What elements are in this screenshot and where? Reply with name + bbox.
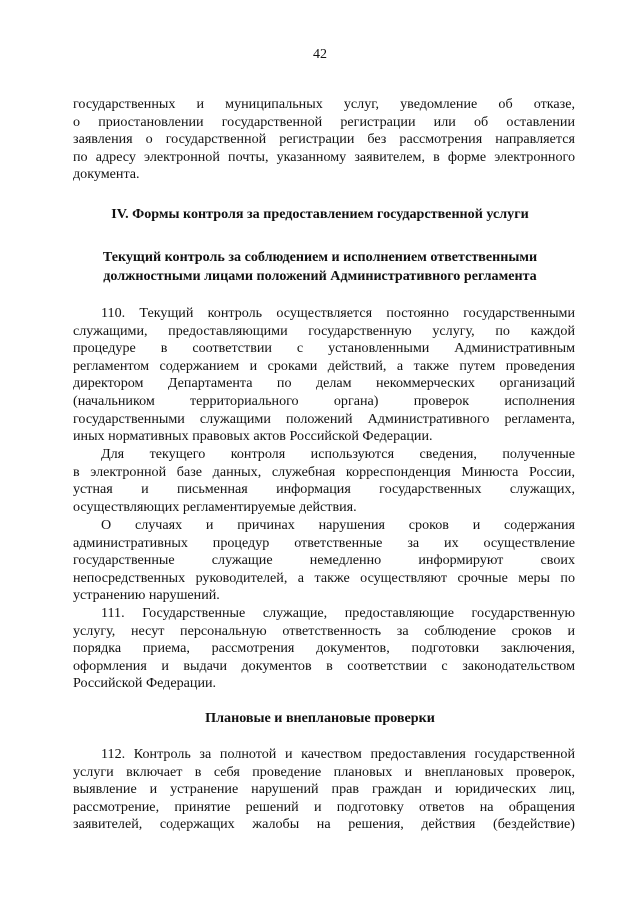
paragraph-112 [73, 746, 575, 834]
text-line: документа. [73, 166, 140, 183]
text-line: государственные служащие немедленно информируют своих [73, 552, 575, 569]
paragraph-control-sources [73, 446, 575, 516]
text-line: рассмотрение, принятие решений и подготовку ответов на обращения [73, 798, 575, 815]
paragraph-110 [73, 305, 575, 446]
text-line: государственными служащими положений Административного регламента, [73, 410, 575, 427]
text-line: регламентом содержанием и сроками действий, а также путем проведения [73, 357, 575, 374]
text-line: о приостановлении государственной регистрации или об оставлении [73, 113, 575, 130]
text-line: оформления и выдачи документов в соответствии с законодательством [73, 657, 575, 674]
text-line: заявления о государственной регистрации без рассмотрения направляется [73, 131, 575, 148]
text-line: выявление и устранение нарушений прав граждан и юридических лиц, [73, 781, 575, 798]
text-line: государственных и муниципальных услуг, уведомление об отказе, [73, 96, 575, 112]
text-line: Российской Федерации. [73, 675, 217, 692]
subsection-title-current-control [0, 248, 640, 286]
text-line: (начальником территориального органа) проверок исполнения [73, 392, 575, 409]
text-line: устранению нарушений. [73, 587, 220, 604]
intro-paragraph [73, 96, 575, 184]
text-line: директором Департамента по делам некоммерческих организаций [73, 375, 575, 392]
text-line: непосредственных руководителей, а также осуществляют срочные меры по [73, 569, 575, 586]
text-line: осуществляющих регламентируемые действия. [73, 498, 357, 515]
text-line: услугу, несут персональную ответственность за соблюдение сроков и [73, 622, 575, 639]
text-line: порядка приема, рассмотрения документов, подготовки заключения, [73, 640, 575, 657]
heading-line: должностными лицами положений Административного регламента [103, 268, 537, 284]
text-line: по адресу электронной почты, указанному заявителем, в форме электронного [73, 148, 575, 165]
page-number: 42 [313, 47, 327, 62]
heading-line: Текущий контроль за соблюдением и исполнением ответственными [102, 249, 538, 265]
paragraph-violations [73, 517, 575, 605]
subsection-title-inspections: Плановые и внеплановые проверки [205, 710, 435, 726]
text-line: услуги включает в себя проведение плановых и внеплановых проверок, [73, 763, 575, 780]
text-line: административных процедур ответственные за их осуществление [73, 534, 575, 551]
text-line: О случаях и причинах нарушения сроков и содержания [101, 517, 575, 533]
text-line: в электронной базе данных, служебная корреспонденция Минюста России, [73, 463, 575, 480]
text-line: устная и письменная информация государственных служащих, [73, 481, 575, 498]
paragraph-111 [73, 605, 575, 693]
text-line: 110. Текущий контроль осуществляется постоянно государственными [101, 305, 575, 321]
text-line: Для текущего контроля используются сведения, полученные [101, 446, 575, 462]
text-line: процедуре в соответствии с установленными Административным [73, 340, 575, 357]
section-title: IV. Формы контроля за предоставлением государственной услуги [111, 206, 529, 222]
text-line: 111. Государственные служащие, предоставляющие государственную [101, 605, 575, 621]
text-line: заявителей, содержащих жалобы на решения, действия (бездействие) [73, 816, 575, 833]
text-line: 112. Контроль за полнотой и качеством предоставления государственной [101, 746, 575, 762]
text-line: служащими, предоставляющими государственную услугу, по каждой [73, 322, 575, 339]
text-line: иных нормативных правовых актов Российской Федерации. [73, 428, 433, 445]
